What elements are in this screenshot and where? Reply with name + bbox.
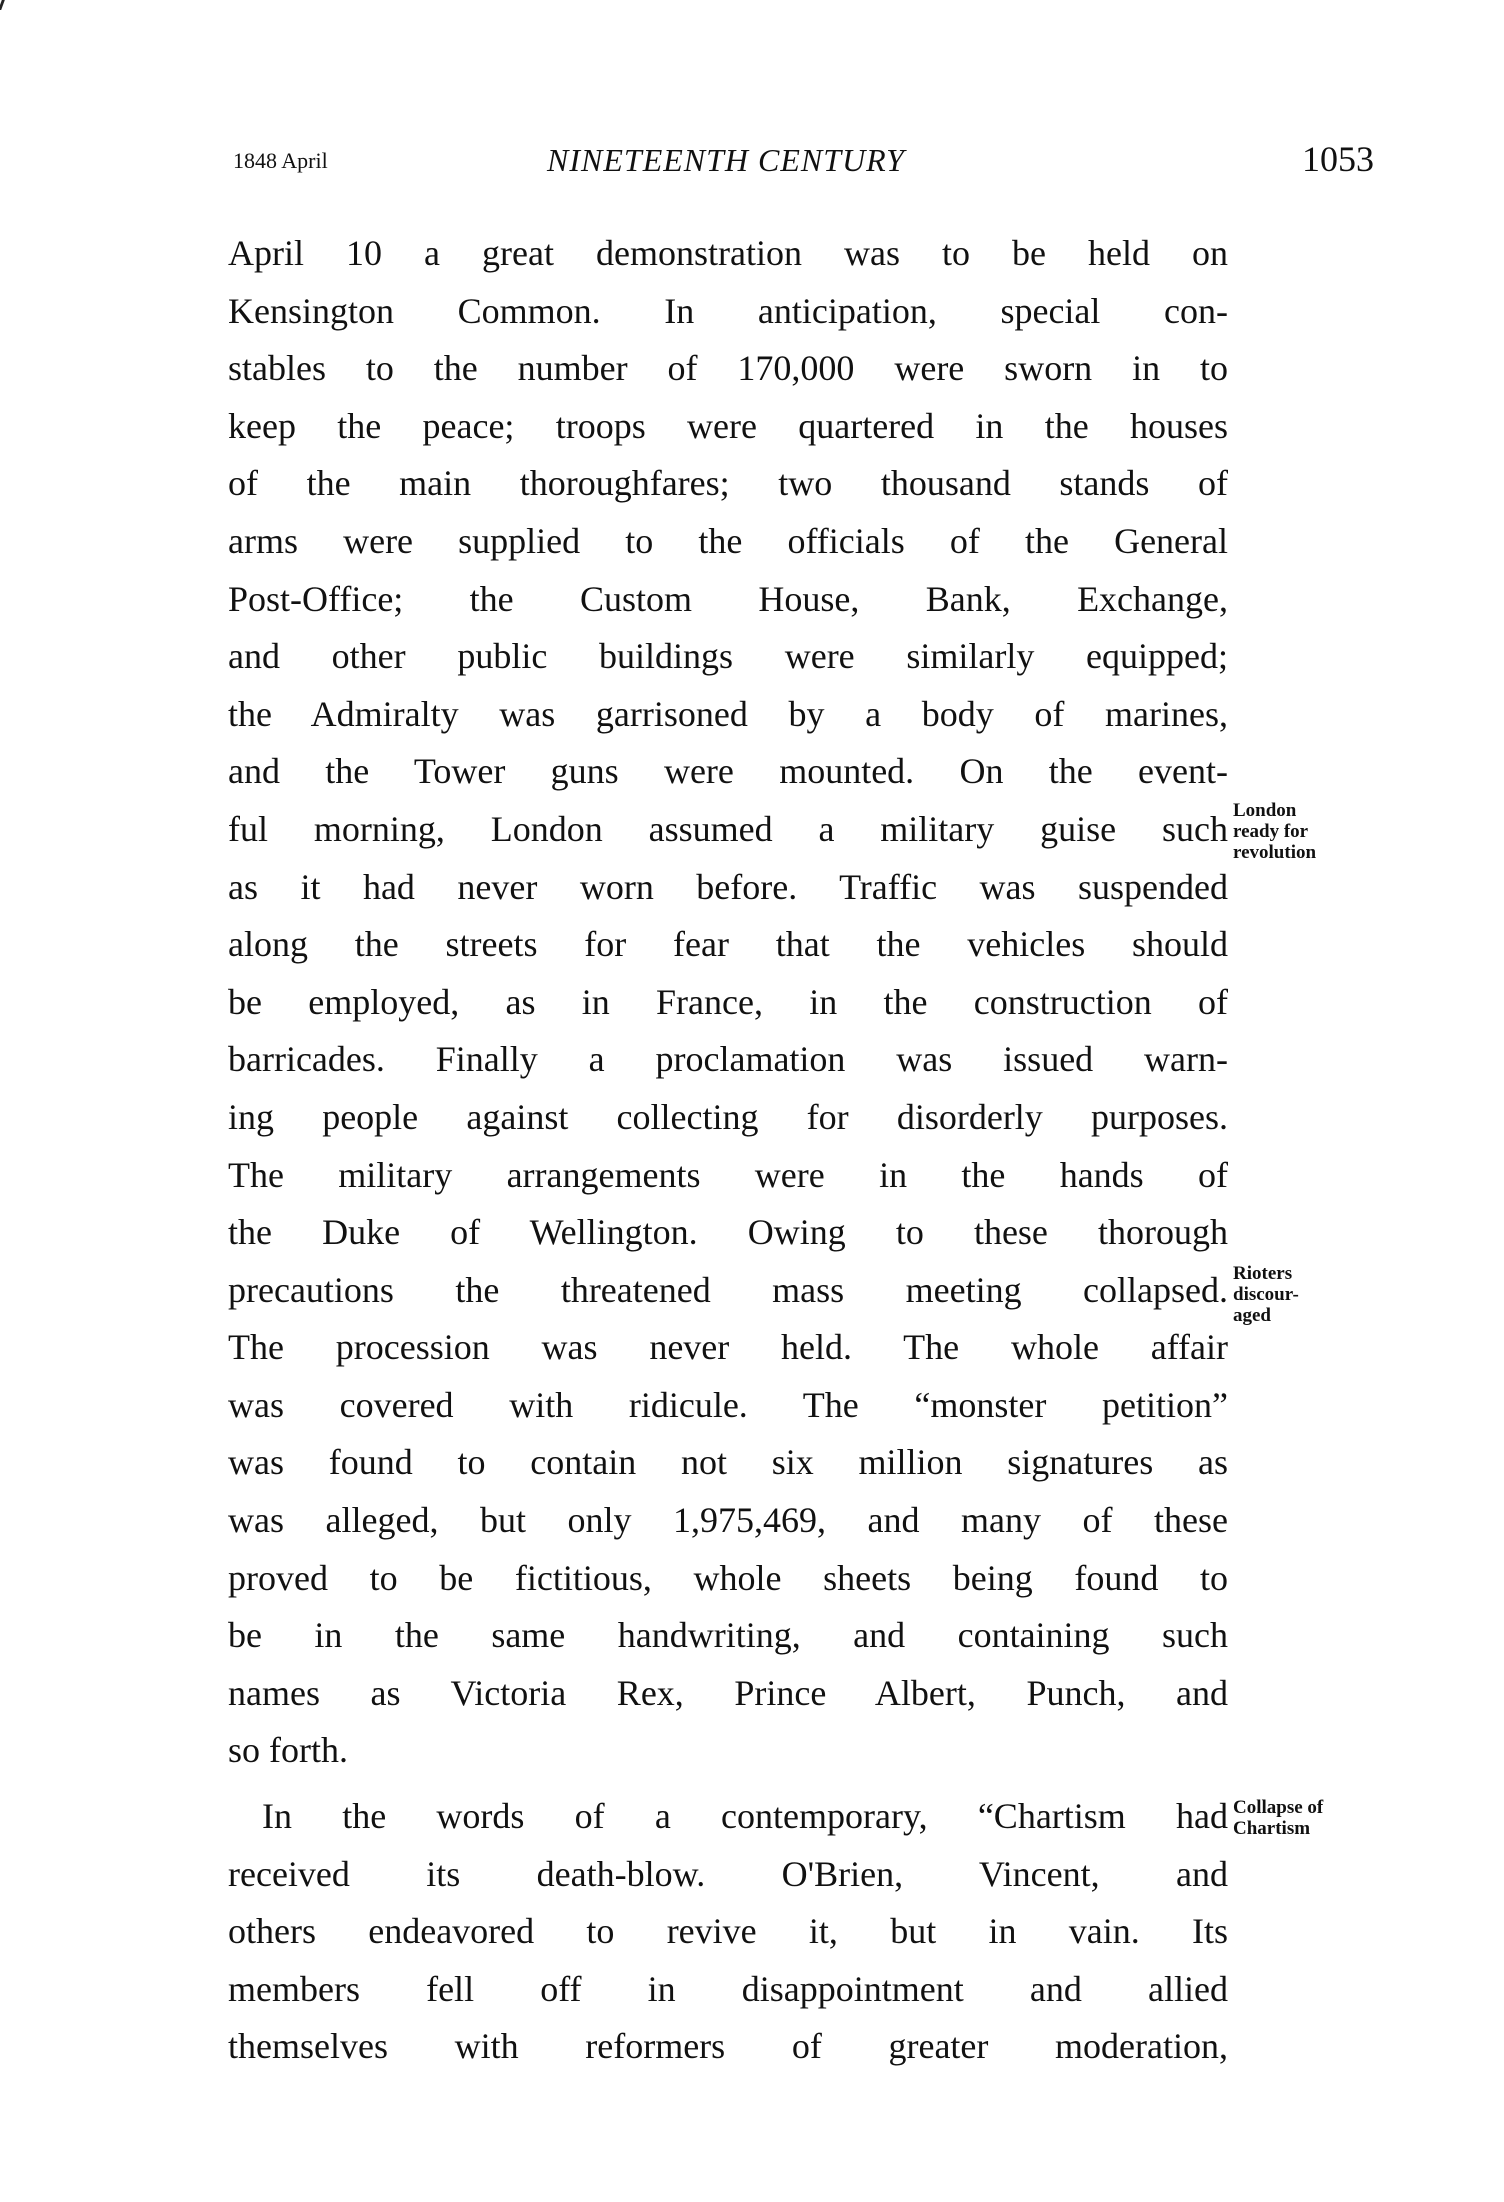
text-line: ful morning, London assumed a military guise such <box>228 808 1228 849</box>
text-line: proved to be fictitious, whole sheets being found to <box>228 1557 1228 1598</box>
running-head-title: NINETEENTH CENTURY <box>547 142 905 178</box>
sidenote-line: aged <box>1233 1305 1271 1326</box>
sidenote-line: London <box>1233 800 1297 821</box>
text-line: names as Victoria Rex, Prince Albert, Punch, and <box>228 1672 1228 1713</box>
sidenote-line: ready for <box>1233 821 1309 842</box>
text-line: precautions the threatened mass meeting collapsed. <box>228 1269 1228 1310</box>
sidenote-line: Chartism <box>1233 1818 1311 1839</box>
text-line: and other public buildings were similarly equipped; <box>228 636 1228 677</box>
running-head-date: 1848 April <box>233 148 328 173</box>
sidenote-line: Rioters <box>1233 1263 1293 1284</box>
text-line: be in the same handwriting, and containing such <box>228 1615 1228 1656</box>
text-line: Post-Office; the Custom House, Bank, Exchange, <box>228 578 1228 619</box>
text-line: received its death-blow. O'Brien, Vincent, and <box>228 1853 1228 1894</box>
text-line: stables to the number of 170,000 were sworn in to <box>228 348 1228 389</box>
text-line: members fell off in disappointment and allied <box>228 1968 1228 2009</box>
text-line: The military arrangements were in the hands of <box>228 1154 1228 1195</box>
text-line: and the Tower guns were mounted. On the event- <box>228 751 1228 792</box>
sidenote-line: revolution <box>1233 842 1317 863</box>
running-head <box>0 138 1504 178</box>
page-number: 1053 <box>1302 139 1374 179</box>
text-line: themselves with reformers of greater moderation, <box>228 2026 1228 2067</box>
text-line: be employed, as in France, in the construction of <box>228 981 1228 1022</box>
text-line: barricades. Finally a proclamation was issued warn- <box>228 1039 1228 1080</box>
text-line: the Admiralty was garrisoned by a body of marines, <box>228 693 1228 734</box>
text-line: was found to contain not six million signatures as <box>228 1442 1228 1483</box>
sidenote-collapse-of-chartism <box>1233 1797 1323 1839</box>
sidenote-line: discour- <box>1233 1284 1299 1305</box>
text-line: April 10 a great demonstration was to be held on <box>228 233 1228 273</box>
text-line: Kensington Common. In anticipation, special con- <box>228 290 1228 331</box>
text-line: In the words of a contemporary, “Chartism had <box>262 1796 1228 1837</box>
text-line: along the streets for fear that the vehicles should <box>228 924 1228 965</box>
scan-corner-mark <box>0 0 5 10</box>
text-line: others endeavored to revive it, but in vain. Its <box>228 1911 1228 1952</box>
text-line: The procession was never held. The whole affair <box>228 1327 1228 1368</box>
text-line: arms were supplied to the officials of the General <box>228 520 1228 561</box>
sidenote-line: Collapse of <box>1233 1797 1324 1818</box>
body-text <box>228 225 1228 2076</box>
text-line: was covered with ridicule. The “monster petition” <box>228 1384 1228 1425</box>
text-line: as it had never worn before. Traffic was suspended <box>228 866 1228 907</box>
text-line: so forth. <box>228 1730 348 1771</box>
text-line: ing people against collecting for disorderly purposes. <box>228 1096 1228 1137</box>
sidenote-rioters-discouraged <box>1233 1263 1299 1326</box>
text-line: was alleged, but only 1,975,469, and many of these <box>228 1500 1228 1541</box>
text-line: keep the peace; troops were quartered in the houses <box>228 405 1228 446</box>
text-line: of the main thoroughfares; two thousand stands of <box>228 463 1228 504</box>
text-line: the Duke of Wellington. Owing to these thorough <box>228 1212 1228 1253</box>
sidenote-london-ready <box>1233 800 1316 863</box>
